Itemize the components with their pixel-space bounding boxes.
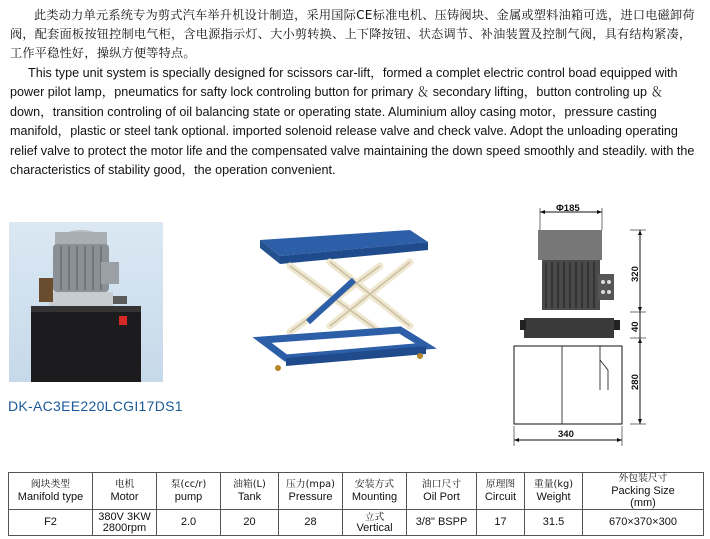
cell-weight: 31.5 xyxy=(525,510,583,536)
dimension-drawing xyxy=(490,200,670,455)
dim-diameter: Φ185 xyxy=(556,203,580,214)
cell-mounting: 立式 Vertical xyxy=(343,510,407,536)
cell-motor: 380V 3KW 2800rpm xyxy=(93,510,157,536)
table-row xyxy=(9,510,704,536)
header-manifold: 阀块类型 Manifold type xyxy=(9,473,93,510)
header-pump: 泵(cc/r) pump xyxy=(157,473,221,510)
scissor-lift-photo xyxy=(250,222,440,380)
cell-pump: 2.0 xyxy=(157,510,221,536)
header-motor: 电机 Motor xyxy=(93,473,157,510)
dim-width: 340 xyxy=(558,429,574,440)
cell-packing: 670×370×300 xyxy=(583,510,704,536)
cell-pressure: 28 xyxy=(279,510,343,536)
cell-circuit: 17 xyxy=(477,510,525,536)
cell-tank: 20 xyxy=(221,510,279,536)
header-weight: 重量(kg) Weight xyxy=(525,473,583,510)
dim-tank-height: 280 xyxy=(630,374,641,390)
intro-english: This type unit system is specially designed for scissors car-lift，formed a complet electric control boad equipped with power pilot lamp，pneumatics for safty lock controling button for primary ＆ secondary lifting，button controling up ＆ down，transition controling of oil balancing state or operating state. Aluminium alloy casing motor，pressure casting manifold，plastic or steel tank optional. imported solenoid release valve and check valve. Adopt the unloading operating relief valve to protect the motor life and the compensated valve maintaining the down speed smoothly and steadily. with the characteristics of stability good，the operation convenient. xyxy=(10,66,695,178)
header-packing: 外包装尺寸 Packing Size (mm) xyxy=(583,473,704,510)
dim-motor-height: 320 xyxy=(630,266,641,282)
dim-block-height: 40 xyxy=(630,321,641,332)
power-unit-photo xyxy=(9,222,163,382)
cell-oil-port: 3/8" BSPP xyxy=(407,510,477,536)
header-mounting: 安装方式 Mounting xyxy=(343,473,407,510)
header-tank: 油箱(L) Tank xyxy=(221,473,279,510)
header-pressure: 压力(mpa) Pressure xyxy=(279,473,343,510)
header-circuit: 原理图 Circuit xyxy=(477,473,525,510)
intro-chinese: 此类动力单元系统专为剪式汽车举升机设计制造，采用国际CE标准电机、压铸阀块、金属或塑料油箱可选，进口电磁卸荷阀，配套面板按钮控制电气柜，含电源指示灯、大小剪转换、上下降按钮、状态调节、补油装置及控制气阀，具有结构紧凑，工作平稳性好，操纵方便等特点。 xyxy=(10,8,695,60)
header-oil-port: 油口尺寸 Oil Port xyxy=(407,473,477,510)
model-number: DK-AC3EE220LCGI17DS1 xyxy=(8,398,183,414)
spec-table xyxy=(8,472,704,536)
table-header-row xyxy=(9,473,704,510)
cell-manifold: F2 xyxy=(9,510,93,536)
